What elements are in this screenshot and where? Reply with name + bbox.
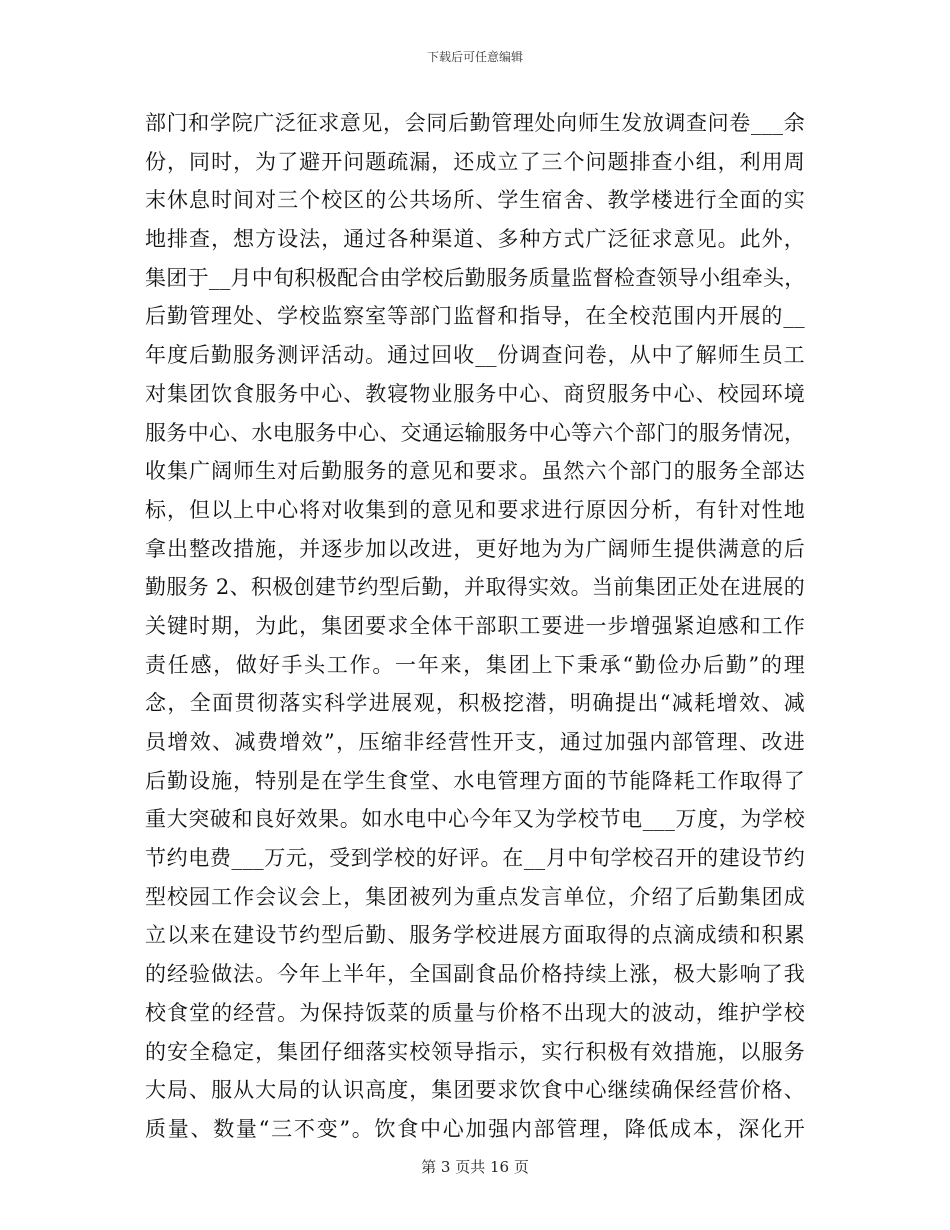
body-line: 重大突破和良好效果。如水电中心今年又为学校节电___万度，为学校 [145,807,805,832]
body-line: 立以来在建设节约型后勤、服务学校进展方面取得的点滴成绩和积累 [145,923,805,948]
page-footer: 第 3 页共 16 页 [421,1158,529,1176]
body-line: 份，同时，为了避开问题疏漏，还成立了三个问题排查小组，利用周 [145,149,805,174]
body-line: 拿出整改措施，并逐步加以改进，更好地为为广阔师生提供满意的后 [145,536,805,561]
body-line: 的经验做法。今年上半年，全国副食品价格持续上涨，极大影响了我 [145,962,805,987]
body-line: 标，但以上中心将对收集到的意见和要求进行原因分析，有针对性地 [145,497,805,522]
body-text [145,104,805,1149]
body-line: 责任感，做好手头工作。一年来，集团上下秉承“勤俭办后勤”的理 [145,652,805,677]
body-line: 收集广阔师生对后勤服务的意见和要求。虽然六个部门的服务全部达 [145,459,805,484]
body-line: 后勤设施，特别是在学生食堂、水电管理方面的节能降耗工作取得了 [145,768,805,793]
body-line: 对集团饮食服务中心、教寝物业服务中心、商贸服务中心、校园环境 [145,381,805,406]
body-line: 勤服务 2、积极创建节约型后勤，并取得实效。当前集团正处在进展的 [145,575,805,600]
body-line: 地排查，想方设法，通过各种渠道、多种方式广泛征求意见。此外， [145,227,805,252]
body-line: 校食堂的经营。为保持饭菜的质量与价格不出现大的波动，维护学校 [145,1000,805,1025]
body-line: 节约电费___万元，受到学校的好评。在__月中旬学校召开的建设节约 [145,846,805,871]
body-line: 员增效、减费增效”，压缩非经营性开支，通过加强内部管理、改进 [145,730,805,754]
body-line: 质量、数量“三不变”。饮食中心加强内部管理，降低成本，深化开 [145,1116,805,1141]
body-line: 大局、服从大局的认识高度，集团要求饮食中心继续确保经营价格、 [145,1078,805,1103]
page-header: 下载后可任意编辑 [426,50,523,64]
body-line: 集团于__月中旬积极配合由学校后勤服务质量监督检查领导小组牵头， [145,265,806,290]
body-line: 年度后勤服务测评活动。通过回收__份调查问卷，从中了解师生员工 [145,343,805,368]
body-line: 部门和学院广泛征求意见，会同后勤管理处向师生发放调查问卷___余 [145,111,805,135]
body-line: 末休息时间对三个校区的公共场所、学生宿舍、教学楼进行全面的实 [145,188,805,213]
body-line: 的安全稳定，集团仔细落实校领导指示，实行积极有效措施，以服务 [145,1039,805,1064]
body-line: 后勤管理处、学校监察室等部门监督和指导，在全校范围内开展的__ [145,304,805,329]
body-line: 念，全面贯彻落实科学进展观，积极挖潜，明确提出“减耗增效、减 [145,691,805,716]
body-line: 服务中心、水电服务中心、交通运输服务中心等六个部门的服务情况， [145,420,806,445]
body-line: 型校园工作会议会上，集团被列为重点发言单位，介绍了后勤集团成 [145,884,805,909]
body-line: 关键时期，为此，集团要求全体干部职工要进一步增强紧迫感和工作 [145,613,805,638]
